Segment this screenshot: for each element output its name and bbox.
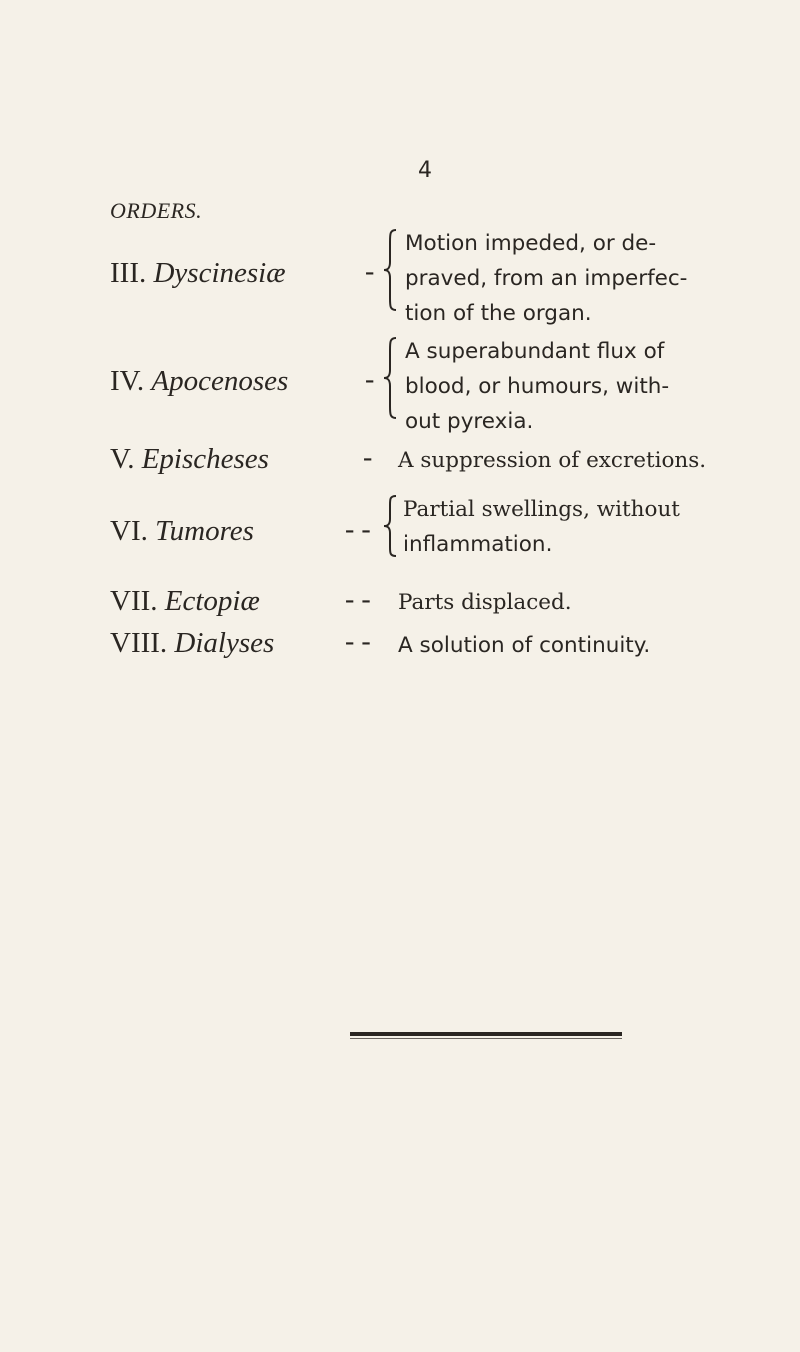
order-description — [405, 226, 735, 331]
order-latin-name: Dyscinesiæ — [153, 257, 286, 289]
description-line: Partial swellings, without — [403, 497, 680, 522]
closing-rule — [350, 1032, 622, 1036]
order-latin-name: Epischeses — [141, 443, 269, 475]
orders-heading: ORDERS. — [110, 198, 203, 223]
order-name — [110, 627, 274, 660]
order-name — [110, 257, 286, 290]
order-description — [398, 585, 743, 620]
description-line: Motion impeded, or de- — [405, 231, 657, 256]
order-dashes: - - — [345, 626, 371, 657]
description-line: praved, from an imperfec- — [405, 266, 688, 291]
order-latin-name: Tumores — [155, 515, 254, 547]
page-number: 4 — [418, 158, 432, 183]
description-line: A suppression of excretions. — [398, 448, 707, 473]
description-line: Parts displaced. — [398, 590, 572, 615]
description-line: inflammation. — [403, 532, 553, 557]
order-dashes: - — [365, 256, 375, 287]
order-latin-name: Ectopiæ — [164, 585, 260, 617]
order-numeral: V. — [110, 443, 135, 475]
order-name — [110, 443, 269, 476]
order-numeral: VI. — [110, 515, 148, 547]
description-line: A solution of continuity. — [398, 633, 651, 658]
brace — [382, 336, 398, 420]
order-latin-name: Dialyses — [174, 627, 275, 659]
description-line: blood, or humours, with- — [405, 374, 670, 399]
order-dashes: - - — [345, 584, 371, 615]
order-numeral: VIII. — [110, 627, 168, 659]
order-dashes: - — [365, 364, 375, 395]
order-dashes: - - — [345, 514, 371, 545]
description-line: A superabundant flux of — [405, 339, 665, 364]
order-description — [405, 334, 735, 439]
brace — [382, 228, 398, 312]
order-name — [110, 585, 260, 618]
brace — [382, 494, 398, 558]
order-description — [398, 628, 743, 663]
order-numeral: VII. — [110, 585, 158, 617]
closing-rule-thin — [350, 1038, 622, 1039]
order-name — [110, 515, 254, 548]
order-numeral: III. — [110, 257, 147, 289]
order-description — [398, 443, 743, 478]
order-name — [110, 365, 288, 398]
description-line: out pyrexia. — [405, 409, 534, 434]
order-dashes: - — [363, 442, 373, 473]
order-numeral: IV. — [110, 365, 145, 397]
order-latin-name: Apocenoses — [151, 365, 289, 397]
order-description — [403, 492, 733, 562]
description-line: tion of the organ. — [405, 301, 592, 326]
